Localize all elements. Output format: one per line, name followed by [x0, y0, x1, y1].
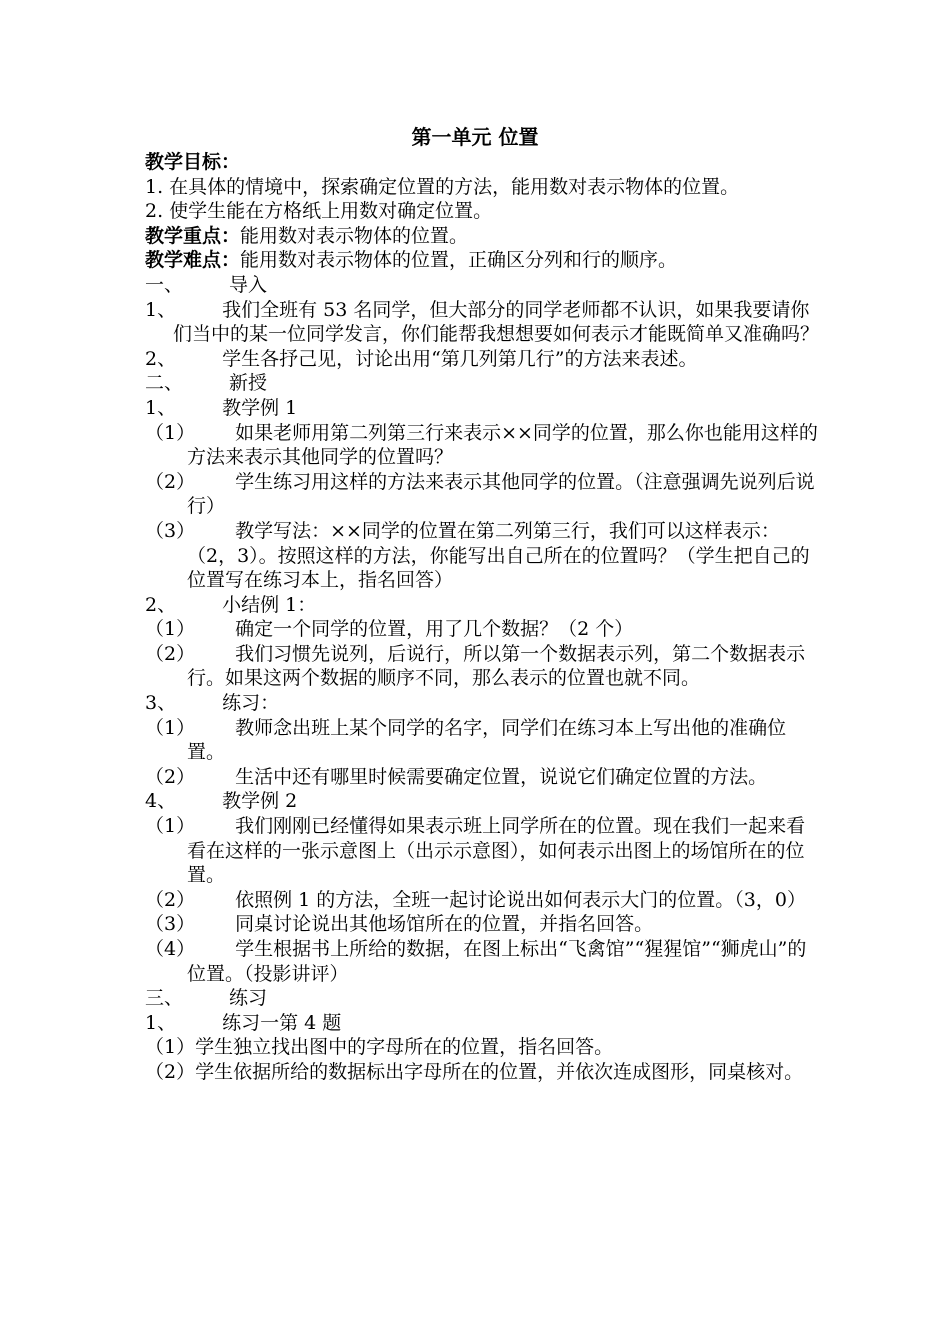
- subsection-title: 小结例 1：: [222, 593, 317, 616]
- subsection-title: 练习一第 4 题: [222, 1011, 342, 1034]
- list-item: [145, 937, 820, 986]
- item-text: 我们全班有 53 名同学，但大部分的同学老师都不认识，如果我要请你们当中的某一位同学发言，你们能帮我想想要如何表示才能既简单又准确吗？: [173, 298, 820, 346]
- section-heading: [145, 986, 820, 1011]
- section-title: 新授: [229, 372, 268, 395]
- item-number: （3）: [145, 519, 196, 542]
- subsection-heading: [145, 1011, 820, 1036]
- key-point-text: 能用数对表示物体的位置。: [240, 224, 469, 247]
- item-number: （2）: [145, 765, 196, 788]
- page-title: 第一单元 位置: [411, 125, 539, 149]
- subsection-heading: [145, 691, 820, 716]
- item-text: 教师念出班上某个同学的名字，同学们在练习本上写出他的准确位置。: [187, 716, 787, 764]
- difficulty: [145, 248, 820, 273]
- list-item: [145, 642, 820, 691]
- document-body: [145, 150, 820, 1085]
- section-number: 二、: [145, 372, 184, 395]
- list-item: [145, 716, 820, 765]
- section-number: 一、: [145, 273, 184, 296]
- list-item: [145, 519, 820, 593]
- section-title: 练习: [229, 987, 268, 1010]
- item-text: 学生独立找出图中的字母所在的位置，指名回答。: [195, 1036, 614, 1059]
- item-text: 同桌讨论说出其他场馆所在的位置，并指名回答。: [235, 913, 654, 936]
- list-item: [145, 888, 820, 913]
- subsection-number: 1、: [145, 396, 177, 419]
- difficulty-text: 能用数对表示物体的位置，正确区分列和行的顺序。: [240, 249, 678, 272]
- item-text: 如果老师用第二列第三行来表示××同学的位置，那么你也能用这样的方法来表示其他同学的位置吗？: [187, 421, 818, 469]
- subsection-number: 1、: [145, 1011, 177, 1034]
- subsection-title: 练习：: [222, 692, 280, 715]
- list-item: [145, 1060, 820, 1085]
- difficulty-label: 教学难点：: [145, 249, 241, 272]
- item-number: 1、: [145, 298, 177, 321]
- item-text: 依照例 1 的方法，全班一起讨论说出如何表示大门的位置。（3，0）: [235, 888, 806, 911]
- section-title: 导入: [229, 273, 268, 296]
- goals-heading: 教学目标：: [145, 151, 241, 173]
- item-number: （1）: [145, 815, 196, 838]
- subsection-heading: [145, 593, 820, 618]
- list-item: [145, 1035, 820, 1060]
- list-item: [145, 421, 820, 470]
- list-item: [145, 298, 820, 347]
- key-point-label: 教学重点：: [145, 224, 241, 247]
- subsection-number: 4、: [145, 790, 177, 813]
- item-number: （1）: [145, 421, 196, 444]
- item-text: 生活中还有哪里时候需要确定位置，说说它们确定位置的方法。: [235, 765, 768, 788]
- item-number: （1）: [145, 618, 196, 641]
- subsection-number: 2、: [145, 593, 177, 616]
- item-text: 我们习惯先说列，后说行，所以第一个数据表示列，第二个数据表示行。如果这两个数据的顺序不同，那么表示的位置也就不同。: [187, 642, 806, 690]
- item-number: （2）: [145, 1060, 196, 1083]
- item-number: （2）: [145, 642, 196, 665]
- list-item: [145, 912, 820, 937]
- list-item: [145, 765, 820, 790]
- item-text: 学生依据所给的数据标出字母所在的位置，并依次连成图形，同桌核对。: [195, 1060, 804, 1083]
- goal-item: 2. 使学生能在方格纸上用数对确定位置。: [145, 200, 493, 223]
- item-number: （3）: [145, 913, 196, 936]
- list-item: [145, 470, 820, 519]
- item-number: 2、: [145, 347, 177, 370]
- item-text: 教学写法：××同学的位置在第二列第三行，我们可以这样表示：（2，3）。按照这样的方法，你能写出自己所在的位置吗？（学生把自己的位置写在练习本上，指名回答）: [187, 519, 810, 592]
- key-point: [145, 224, 820, 249]
- subsection-number: 3、: [145, 692, 177, 715]
- item-number: （1）: [145, 716, 196, 739]
- subsection-heading: [145, 789, 820, 814]
- item-text: 学生各抒己见，讨论出用“第几列第几行”的方法来表述。: [222, 347, 698, 370]
- subsection-title: 教学例 1: [222, 396, 298, 419]
- list-item: [145, 814, 820, 888]
- list-item: [145, 617, 820, 642]
- item-number: （1）: [145, 1036, 196, 1059]
- item-number: （2）: [145, 470, 196, 493]
- goal-item: 1. 在具体的情境中，探索确定位置的方法，能用数对表示物体的位置。: [145, 175, 740, 198]
- item-text: 学生根据书上所给的数据，在图上标出“飞禽馆”“猩猩馆”“狮虎山”的位置。（投影讲评）: [187, 938, 807, 985]
- subsection-title: 教学例 2: [222, 790, 298, 813]
- section-heading: [145, 273, 820, 298]
- section-heading: [145, 371, 820, 396]
- subsection-heading: [145, 396, 820, 421]
- item-number: （2）: [145, 888, 196, 911]
- item-text: 学生练习用这样的方法来表示其他同学的位置。（注意强调先说列后说行）: [187, 470, 815, 518]
- item-text: 我们刚刚已经懂得如果表示班上同学所在的位置。现在我们一起来看看在这样的一张示意图上（出示示意图），如何表示出图上的场馆所在的位置。: [187, 815, 806, 887]
- section-number: 三、: [145, 987, 184, 1010]
- item-text: 确定一个同学的位置，用了几个数据？（2 个）: [235, 618, 634, 641]
- item-number: （4）: [145, 938, 196, 960]
- list-item: [145, 347, 820, 372]
